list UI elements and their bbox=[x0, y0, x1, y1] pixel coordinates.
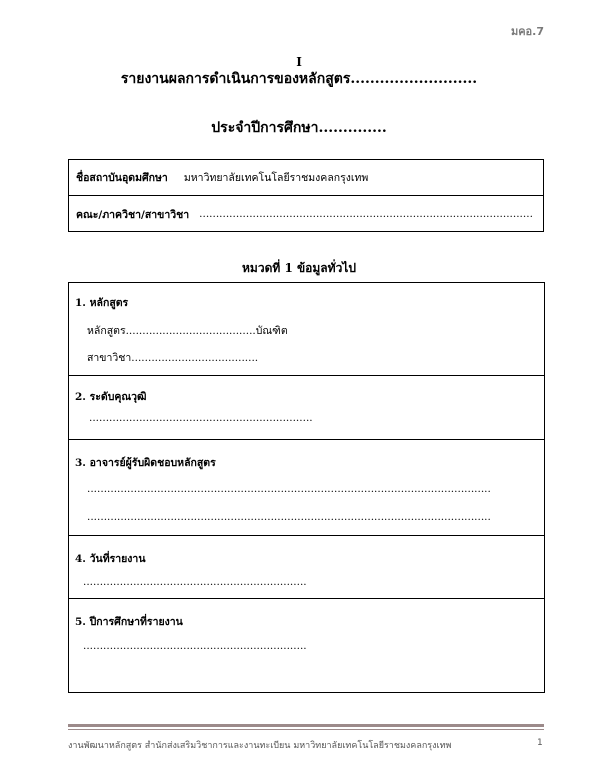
institution-name-label: ชื่อสถาบันอุดมศึกษา bbox=[76, 172, 168, 184]
curriculum-line: หลักสูตร.......................................บัณฑิต bbox=[87, 325, 288, 337]
faculty-row bbox=[69, 196, 543, 232]
item-report-date bbox=[69, 536, 544, 599]
item-title: 1. หลักสูตร bbox=[75, 297, 129, 309]
item-instructors bbox=[69, 440, 544, 536]
faculty-fill-line: .................................................................................................... bbox=[199, 208, 533, 220]
footer-text: งานพัฒนาหลักสูตร สำนักส่งเสริมวิชาการและงานทะเบียน มหาวิทยาลัยเทคโนโลยีราชมงคลกรุงเทพ bbox=[68, 741, 452, 751]
institution-info-box bbox=[68, 159, 544, 232]
item-title: 4. วันที่รายงาน bbox=[75, 553, 146, 565]
item-report-year bbox=[69, 599, 544, 694]
document-title: รายงานผลการดำเนินการของหลักสูตร.......................... bbox=[120, 71, 478, 87]
item-title: 5. ปีการศึกษาที่รายงาน bbox=[75, 616, 183, 628]
title-mark: I bbox=[296, 55, 302, 69]
qualification-line: ................................................................... bbox=[89, 412, 313, 424]
section-heading: หมวดที่ 1 ข้อมูลทั่วไป bbox=[242, 261, 356, 275]
institution-name-row bbox=[69, 160, 543, 196]
item-curriculum bbox=[69, 283, 544, 376]
institution-name-value: มหาวิทยาลัยเทคโนโลยีราชมงคลกรุงเทพ bbox=[183, 172, 369, 184]
general-info-box bbox=[68, 282, 545, 693]
item-title: 3. อาจารย์ผู้รับผิดชอบหลักสูตร bbox=[75, 457, 216, 469]
academic-year-title: ประจำปีการศึกษา.............. bbox=[211, 120, 387, 136]
page-number: 1 bbox=[537, 738, 543, 748]
report-year-line: ................................................................... bbox=[83, 640, 307, 652]
item-qualification bbox=[69, 376, 544, 440]
instructors-line-1: ......................................................................................................................... bbox=[87, 483, 491, 495]
item-title: 2. ระดับคุณวุฒิ bbox=[75, 391, 147, 403]
footer-rule bbox=[68, 724, 544, 727]
major-line: สาขาวิชา...................................... bbox=[87, 352, 259, 364]
footer-rule-thin bbox=[68, 729, 544, 730]
form-code: มคอ.7 bbox=[510, 25, 544, 38]
instructors-line-2: ......................................................................................................................... bbox=[87, 511, 491, 523]
faculty-label: คณะ/ภาควิชา/สาขาวิชา bbox=[76, 208, 190, 221]
report-date-line: ................................................................... bbox=[83, 576, 307, 588]
